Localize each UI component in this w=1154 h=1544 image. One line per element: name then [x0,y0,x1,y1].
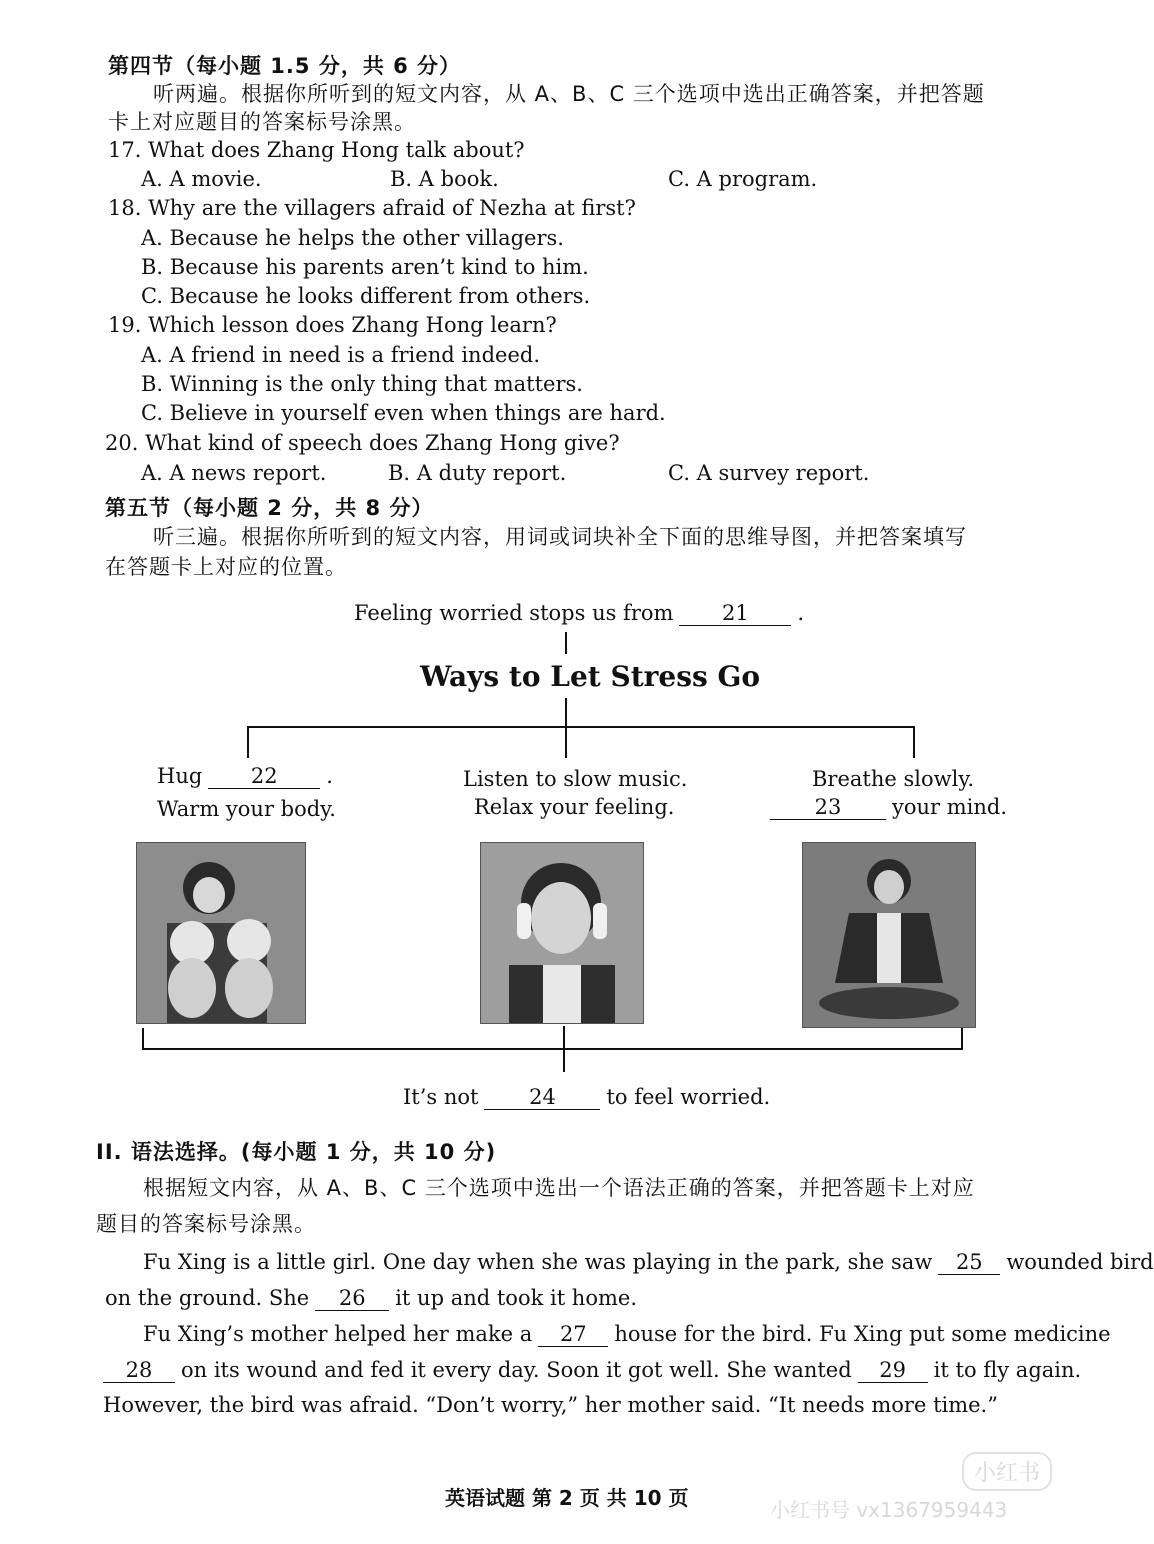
left-suffix: . [326,764,333,788]
watermark-logo: 小红书 [962,1452,1052,1491]
mindmap-branch-left [247,726,249,758]
q18-option-a: A. Because he helps the other villagers. [141,226,564,250]
passage-line5: However, the bird was afraid. “Don’t worry,” her mother said. “It needs more time.” [103,1393,998,1417]
q17-option-b: B. A book. [390,167,499,191]
section4-instruction-line1: 听两遍。根据你所听到的短文内容，从 A、B、C 三个选项中选出正确答案，并把答题 [153,82,985,106]
section5-header: 第五节（每小题 2 分，共 8 分） [105,496,434,520]
photo-hug-toys [136,842,306,1024]
mindmap-connector-top [565,632,567,654]
middle-branch-line1: Listen to slow music. [463,767,688,791]
passage-line3 [143,1320,1111,1348]
passage-line4 [103,1356,1081,1384]
passage-line1-end: wounded bird [1006,1250,1154,1274]
bottom-prefix: It’s not [403,1085,479,1109]
passage-line2-text: on the ground. She [105,1286,310,1310]
q18-stem: 18. Why are the villagers afraid of Nezha at first? [108,196,636,220]
right-branch-line2 [764,793,1007,821]
mindmap-top-suffix: . [797,601,805,625]
q20-stem: 20. What kind of speech does Zhang Hong give? [105,431,620,455]
q17-option-c: C. A program. [668,167,818,191]
right-branch-line1: Breathe slowly. [812,767,975,791]
blank-26: 26 [315,1286,389,1311]
part2-instruction-line2: 题目的答案标号涂黑。 [96,1212,316,1236]
passage-line2 [105,1284,637,1312]
passage-line3-end: house for the bird. Fu Xing put some medicine [614,1322,1111,1346]
middle-branch-line2: Relax your feeling. [474,795,675,819]
blank-29: 29 [858,1358,928,1383]
passage-line1 [143,1248,1154,1276]
left-prefix: Hug [157,764,203,788]
q18-option-b: B. Because his parents aren’t kind to him. [141,255,589,279]
q20-option-b: B. A duty report. [388,461,567,485]
mindmap-connector-center [565,698,567,758]
mindmap-top-prefix: Feeling worried stops us from [354,601,674,625]
passage-line2-end: it up and took it home. [395,1286,637,1310]
mindmap-bottom-right-tick [961,1028,963,1050]
q19-option-c: C. Believe in yourself even when things are hard. [141,401,666,425]
section5-instruction-line2: 在答题卡上对应的位置。 [105,555,347,579]
photo-breathe-slowly-drawing [803,843,975,1027]
q17-stem: 17. What does Zhang Hong talk about? [108,138,525,162]
left-branch-line1 [157,762,333,790]
photo-hug-toys-drawing [137,843,305,1023]
q19-option-a: A. A friend in need is a friend indeed. [141,343,540,367]
mindmap-bottom-bar [142,1048,963,1050]
section4-instruction-line2: 卡上对应题目的答案标号涂黑。 [108,110,416,134]
q20-option-a: A. A news report. [141,461,327,485]
q19-option-b: B. Winning is the only thing that matters. [141,372,583,396]
part2-header: II. 语法选择。(每小题 1 分，共 10 分) [96,1140,497,1164]
photo-listen-music [480,842,644,1024]
q18-option-c: C. Because he looks different from others. [141,284,591,308]
mindmap-branch-bar [247,726,915,728]
blank-24: 24 [484,1085,600,1110]
blank-21: 21 [679,601,791,626]
passage-line3-text: Fu Xing’s mother helped her make a [143,1322,533,1346]
q20-option-c: C. A survey report. [668,461,870,485]
photo-listen-music-drawing [481,843,643,1023]
passage-line4-text: on its wound and fed it every day. Soon it got well. She wanted [181,1358,852,1382]
blank-22: 22 [208,764,320,789]
blank-28: 28 [103,1358,175,1383]
section4-header: 第四节（每小题 1.5 分，共 6 分） [108,54,462,78]
mindmap-top-sentence [354,599,804,627]
mindmap-title: Ways to Let Stress Go [420,660,761,693]
photo-breathe-slowly [802,842,976,1028]
blank-23: 23 [770,795,886,820]
section5-instruction-line1: 听三遍。根据你所听到的短文内容，用词或词块补全下面的思维导图，并把答案填写 [153,525,967,549]
mindmap-bottom-sentence [403,1083,770,1111]
q17-option-a: A. A movie. [141,167,262,191]
left-branch-line2: Warm your body. [157,797,336,821]
blank-27: 27 [538,1322,608,1347]
part2-instruction-line1: 根据短文内容，从 A、B、C 三个选项中选出一个语法正确的答案，并把答题卡上对应 [143,1176,975,1200]
page-footer: 英语试题 第 2 页 共 10 页 [445,1486,689,1510]
mindmap-bottom-left-tick [142,1028,144,1050]
watermark-id: 小红书号 vx1367959443 [770,1498,1008,1522]
passage-line4-end: it to fly again. [933,1358,1082,1382]
mindmap-connector-bottom [563,1026,565,1072]
bottom-suffix: to feel worried. [606,1085,771,1109]
right-suffix: your mind. [892,795,1008,819]
mindmap-branch-right [913,726,915,758]
passage-line1-text: Fu Xing is a little girl. One day when she was playing in the park, she saw [143,1250,933,1274]
q19-stem: 19. Which lesson does Zhang Hong learn? [108,313,557,337]
blank-25: 25 [938,1250,1000,1275]
